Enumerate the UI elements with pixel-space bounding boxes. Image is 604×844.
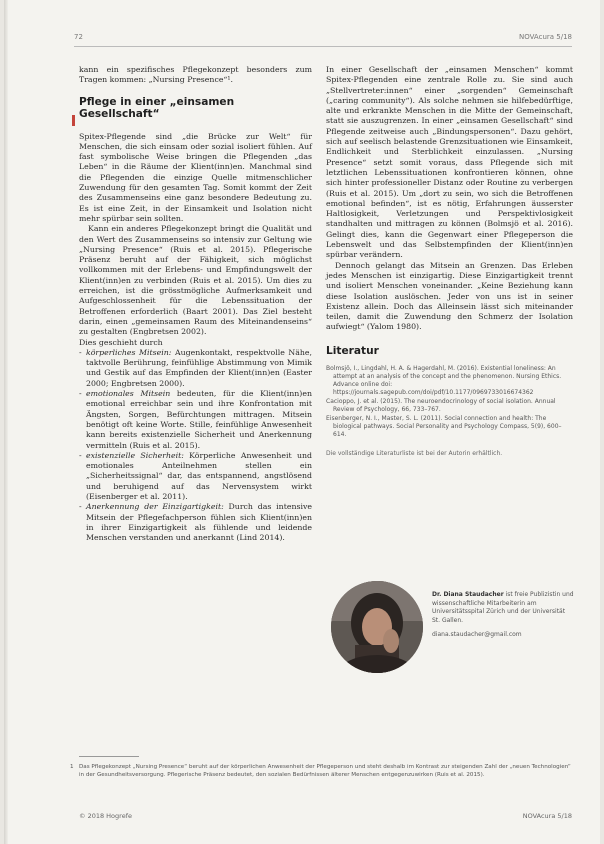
paragraph-3: Dies geschieht durch [79,337,163,347]
paragraph-5: Dennoch gelangt das Mitsein an Grenzen. Das Erleben jedes Menschen ist einzigartig. Diese Einzigartigkeit trennt und isoliert Menschen voneinander. „Keine Beziehung kann diese Isolation auslöschen. Jeder von uns ist in seiner Existenz allein. Doch das Alleinsein lässt sich miteinander teilen, damit die Zuwendung den Schmerz der Isolation aufwiegt“ (Yalom 1980). [326,260,573,332]
author-name: Dr. Diana Staudacher [432,591,504,598]
bullet-term: Anerkennung der Einzigartigkeit: [86,502,224,512]
paragraph-1: Spitex-Pflegende sind „die Brücke zur Welt“ für Menschen, die sich einsam oder sozial isoliert fühlen. Auf fast symbolische Weise bringen die Pflegenden „das Leben“ in die Räume der Klient(inn)en. Manchmal sind die Pflegenden die einzige Quelle mitmenschlicher Zuwendung für den gesamten Tag. Somit kommt der Zeit des Zusammenseins eine ganz besondere Bedeutung zu. Es ist eine Zeit, in der Einsamkeit und Isolation nicht mehr spürbar sein sollten. [79,131,312,223]
author-photo [331,581,423,673]
reference-note: Die vollständige Literaturliste ist bei der Autorin erhältlich. [326,449,503,457]
footnote-rule [79,756,139,757]
running-header [74,33,572,45]
list-item [79,348,312,389]
reference-item: Bolmsjö, I., Lingdahl, H. A. & Hagerdahl, M. (2016). Existential loneliness: An attempt at an analysis of the concept and the phenomenon. Nursing Ethics. Advance online doi: https://journals.sagepub.com/doi/pdf/10.1177/0969733016674362 [326,364,562,396]
copyright: © 2018 Hogrefe [79,812,132,820]
bullet-list [79,348,312,544]
footnote-text: Das Pflegekonzept „Nursing Presence“ beruht auf der körperlichen Anwesenheit der Pflegeperson und steht deshalb im Kontrast zur steigenden Zahl der „neuen Technologien“ in der Gesundheitsversorgung. Pflegerische Präsenz bedeutet, den sozialen Bedürfnissen älterer Menschen entgegenzuwirken (Ruis et al. 2015). [79,764,571,778]
journal-page [4,0,600,844]
author-description: ist freie Publizistin und wissenschaftliche Mitarbeiterin am Universitätsspital Zürich und der Universität St. Gallen. [432,591,574,624]
left-column [79,65,312,543]
bullet-term: emotionales Mitsein [86,389,171,399]
footer-journal: NOVAcura 5/18 [522,812,572,820]
bullet-term: körperliches Mitsein: [86,347,172,357]
reference-item: Eisenberger, N. I., Master, S. L. (2011). Social connection and health: The biological pathways. Social Personality and Psychology Compass, 5(9), 600–614. [326,414,562,438]
reference-list [326,365,573,439]
list-item [79,451,312,502]
scan-edge [4,0,8,844]
author-bio [432,591,574,640]
header-rule [74,46,572,47]
footnote [70,763,574,779]
heading-accent-bar [72,115,75,126]
right-column [326,65,573,457]
author-portrait-image [331,581,423,673]
journal-name: NOVAcura 5/18 [518,33,572,41]
footnote-number: 1 [70,764,74,770]
bullet-term: existenzielle Sicherheit: [86,450,184,460]
list-item [79,502,312,543]
paragraph-4: In einer Gesellschaft der „einsamen Menschen“ kommt Spitex-Pflegenden eine zentrale Rolle zu. Sie sind auch „Stellvertreter:innen“ einer „sorgenden“ Gemeinschaft („caring community“). Als solche nehmen sie hilfebedürftige, alte und erkrankte Menschen in die Mitte der Gemeinschaft, statt sie auszugrenzen. In einer „einsamen Gesellschaft“ sind Pflegende zeitweise auch „Bindungspersonen“. Dazu gehört, sich auf seelisch belastende Grenzsituationen wie Einsamkeit, Endlichkeit und Sterblichkeit einzulassen. „Nursing Presence“ setzt somit voraus, dass Pflegende sich mit letztlichen Lebenssituationen konfrontieren können, ohne sich hinter professioneller Distanz oder Routine zu verbergen (Ruis et al. 2015). Um „dort zu sein, wo sich die Betroffenen emotional befinden“, ist es nötig, Erfahrungen äusserster Haltlosigkeit, Verletzungen und Perspektivlosigkeit standhalten und mittragen zu können (Bolmsjö et al. 2016). Gelingt dies, kann die Gegenwart einer Pflegeperson die Lebenswelt und das Selbstempfinden der Klient(inn)en spürbar verändern. [326,65,573,260]
section-heading: Pflege in einer „einsamen Gesellschaft“ [79,95,235,120]
bullet-text: Durch das intensive Mitsein der Pflegefachperson fühlen sich Klient(inn)en in ihrer Einzigartigkeit als fühlende und leidende Menschen verstanden und anerkannt (Lind 2014). [86,502,312,543]
author-box [331,578,576,678]
intro-paragraph: kann ein spezifisches Pflegekonzept besonders zum Tragen kommen: „Nursing Presence“¹. [79,65,312,85]
bullet-text: bedeuten, für die Klient(inn)en emotional erreichbar sein und ihre Konfrontation mit Ängsten, Sorgen, Befürchtungen mittragen. Mitsein benötigt oft keine Worte. Stille, feinfühlige Anwesenheit kann bereits existenzielle Sicherheit und Anerkennung vermitteln (Ruis et al. 2015). [86,389,312,450]
list-item [79,389,312,451]
author-email[interactable]: diana.staudacher@gmail.com [432,631,522,638]
bullet-text: Augenkontakt, respektvolle Nähe, taktvolle Berührung, feinfühlige Abstimmung von Mimik und Gestik auf das Empfinden der Klient(inn)en (Easter 2000; Engbretsen 2000). [86,347,312,388]
paragraph-2: Kann ein anderes Pflegekonzept bringt die Qualität und den Wert des Zusammenseins so intensiv zur Geltung wie „Nursing Presence“ (Ruis et al. 2015). Pflegerische Präsenz beruht auf der Fähigkeit, sich möglichst vollkommen mit der Erlebens- und Empfindungswelt der Klient(inn)en zu verbinden (Ruis et al. 2015). Um dies zu erreichen, ist die grösstmögliche Aufmerksamkeit und Aufgeschlossenheit für die Lebenssituation der Betroffenen erforderlich (Baart 2001). Das Ziel besteht darin, einen „gemeinsamen Raum des Miteinandenseins“ zu gestalten (Engbretsen 2002). [79,224,312,337]
reference-item: Cacioppo, J. et al. (2015). The neuroendocrinology of social isolation. Annual Review of Psychology, 66, 733–767. [326,397,556,413]
bullet-text: Körperliche Anwesenheit und emotionales Anteilnehmen stellen ein „Sicherheitssignal“ dar, das entspannend, angstlösend und beruhigend auf das Nervensystem wirkt (Eisenberger et al. 2011). [86,450,313,501]
literature-heading: Literatur [326,344,379,357]
page-number: 72 [74,33,83,41]
